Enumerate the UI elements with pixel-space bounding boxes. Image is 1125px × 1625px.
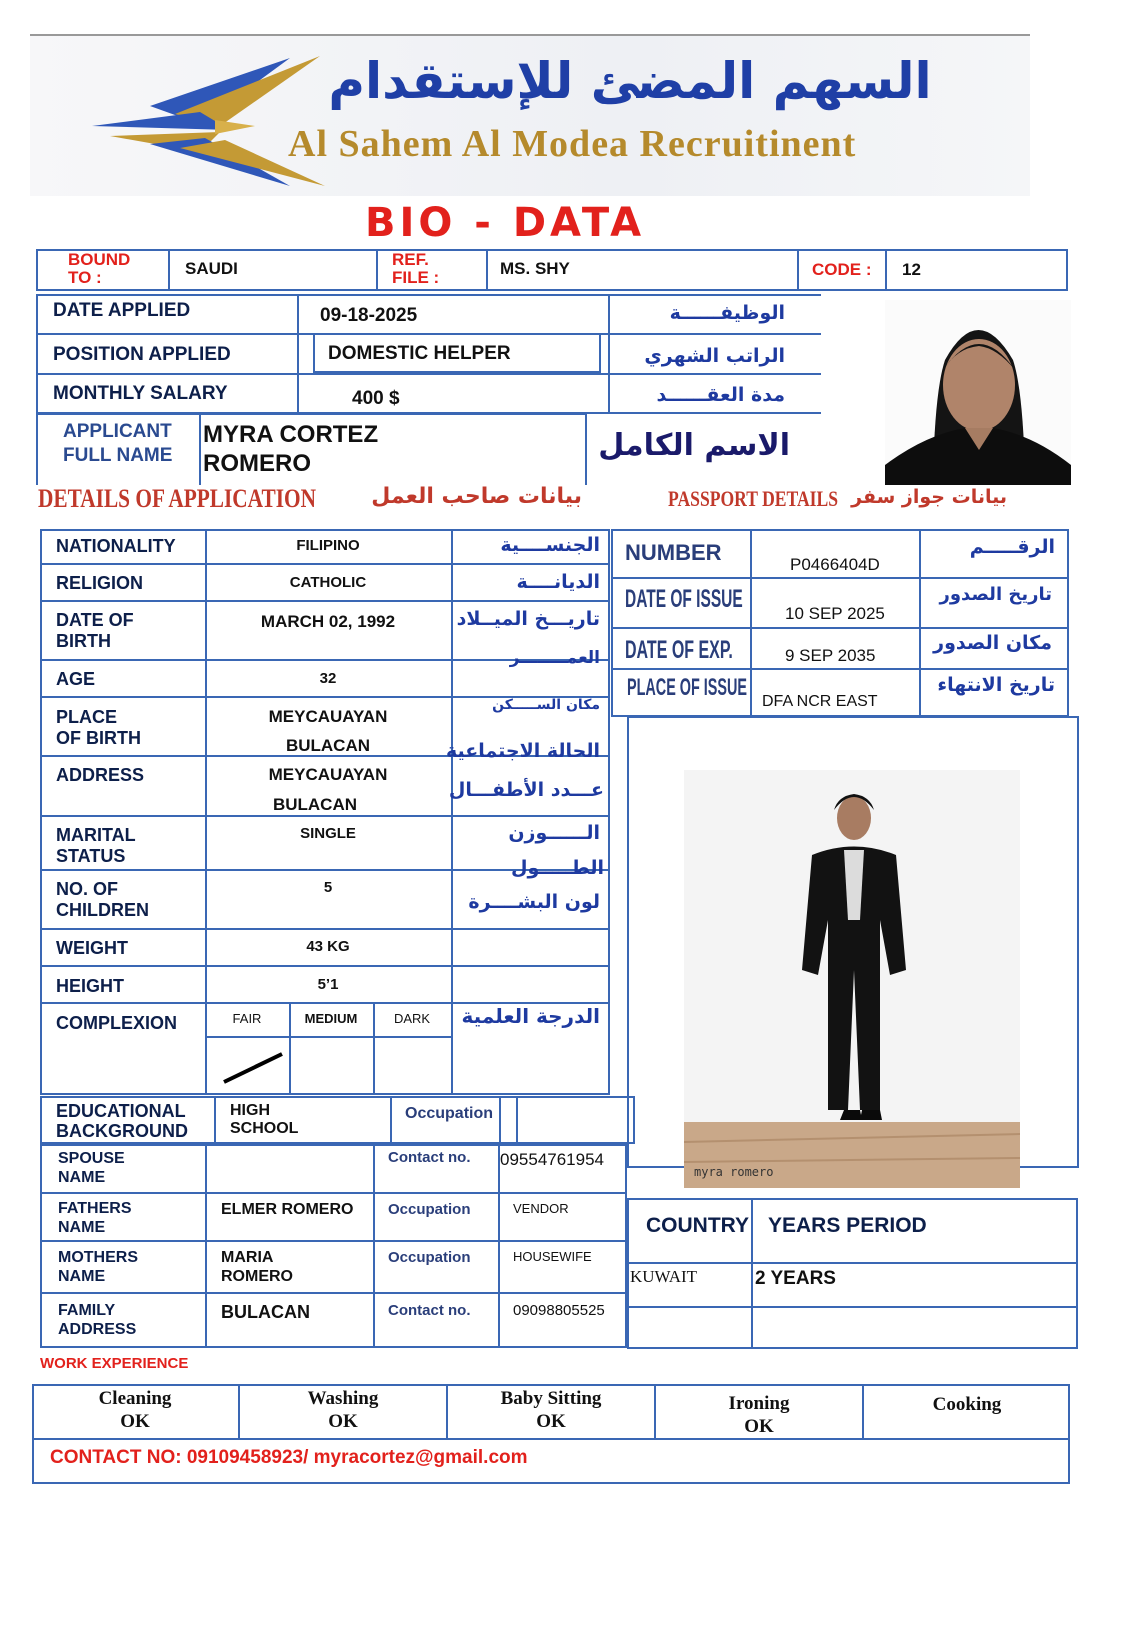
spouse-label-2: NAME [58, 1169, 106, 1186]
passport-issue-date-value: 10 SEP 2025 [785, 604, 885, 623]
complexion-check-mark-icon [218, 1048, 288, 1088]
full-name-arabic-label: الاسم الكامل [598, 428, 790, 463]
pob-label-1: PLACE [56, 707, 118, 727]
passport-number-arabic: الرقـــــم [969, 536, 1055, 558]
code-value: 12 [902, 260, 921, 279]
company-english-name: Al Sahem Al Modea Recruitinent [288, 123, 857, 165]
passport-expiry-arabic: تاريخ الانتهاء [937, 674, 1055, 696]
details-section-title: DETAILS OF APPLICATION [38, 484, 316, 513]
ref-file-value: MS. SHY [500, 259, 570, 278]
applicant-label: APPLICANT [63, 421, 172, 442]
skill-cleaning-status: OK [120, 1411, 150, 1432]
date-applied-label: DATE APPLIED [53, 300, 191, 321]
education-value-1: HIGH [230, 1102, 270, 1119]
skill-ironing-status: OK [744, 1416, 774, 1437]
company-arabic-name: السهم المضئ للإستقدام [328, 52, 932, 110]
mother-label-1: MOTHERS [58, 1249, 138, 1266]
religion-arabic: الديانــــة [516, 571, 600, 593]
skill-washing-name: Washing [307, 1388, 379, 1409]
complexion-option-dark: DARK [393, 1011, 431, 1026]
passport-issue-date-label: DATE OF ISSUE [625, 585, 743, 613]
marital-label-2: STATUS [56, 846, 126, 866]
passport-issue-date-arabic: تاريخ الصدور [939, 584, 1052, 605]
father-label-2: NAME [58, 1219, 106, 1236]
full-name-label: FULL NAME [63, 445, 173, 466]
address-value-1: MEYCAUAYAN [268, 765, 388, 784]
father-occupation-value: VENDOR [513, 1201, 569, 1216]
passport-number-value: P0466404D [790, 555, 880, 574]
mother-name-value-1: MARIA [221, 1249, 274, 1266]
skill-cooking-name: Cooking [932, 1394, 1002, 1415]
family-address-label-2: ADDRESS [58, 1321, 137, 1338]
employer-arabic-title: بيانات صاحب العمل [371, 484, 582, 509]
height-label: HEIGHT [56, 976, 125, 996]
complexion-option-medium: MEDIUM [304, 1011, 358, 1026]
nationality-label: NATIONALITY [56, 536, 176, 556]
education-label-2: BACKGROUND [56, 1121, 188, 1141]
passport-number-label: NUMBER [625, 540, 722, 565]
age-label: AGE [56, 669, 96, 689]
passport-section-title: PASSPORT DETAILS [668, 486, 839, 511]
father-label-1: FATHERS [58, 1200, 132, 1217]
nationality-arabic: الجنســــية [500, 534, 600, 556]
applicant-name-line-2: ROMERO [203, 450, 311, 477]
dob-value: MARCH 02, 1992 [260, 612, 396, 631]
ref-file-label: REF. FILE : [392, 250, 440, 287]
letterhead [30, 34, 1030, 196]
skill-cleaning-name: Cleaning [98, 1388, 172, 1409]
experience-country-value: KUWAIT [630, 1267, 698, 1286]
salary-arabic-label: الراتب الشهري [644, 345, 785, 367]
pob-label-2: OF BIRTH [56, 728, 141, 748]
education-value-2: SCHOOL [230, 1120, 299, 1137]
nationality-value: FILIPINO [296, 537, 360, 554]
skill-washing-status: OK [328, 1411, 358, 1432]
family-contact-label: Contact no. [388, 1302, 471, 1319]
country-header: COUNTRY [646, 1214, 750, 1237]
children-label-2: CHILDREN [56, 900, 149, 920]
passport-place-arabic: مكان الصدور [933, 632, 1052, 654]
skill-babysitting-status: OK [536, 1411, 566, 1432]
religion-label: RELIGION [56, 573, 144, 593]
skill-ironing-name: Ironing [728, 1393, 790, 1414]
age-arabic: العمــــــــر [509, 648, 600, 668]
weight-label: WEIGHT [56, 938, 128, 958]
experience-years-value: 2 YEARS [755, 1268, 836, 1289]
dob-arabic: تاريـــخ الميــلاد [456, 608, 600, 630]
passport-issue-place-label: PLACE OF ISSUE [627, 674, 748, 701]
passport-expiry-date-value: 9 SEP 2035 [785, 646, 876, 665]
bound-to-label: BOUND TO : [68, 250, 131, 287]
marital-label-1: MARITAL [56, 825, 136, 845]
mother-occupation-value: HOUSEWIFE [513, 1249, 592, 1264]
family-address-value: BULACAN [221, 1302, 310, 1322]
spouse-contact-value: 09554761954 [500, 1150, 605, 1169]
children-label-1: NO. OF [56, 879, 118, 899]
work-experience-title: WORK EXPERIENCE [40, 1355, 189, 1372]
mother-occupation-label: Occupation [388, 1249, 471, 1266]
height-value: 5’1 [317, 976, 339, 993]
mother-name-value-2: ROMERO [221, 1268, 293, 1285]
education-occupation-label: Occupation [405, 1105, 494, 1122]
family-contact-value: 09098805525 [513, 1302, 605, 1319]
address-value-2: BULACAN [272, 795, 358, 814]
pob-value-2: BULACAN [285, 736, 371, 755]
residence-arabic: مكان الســـــكن [492, 697, 600, 713]
complexion-label: COMPLEXION [56, 1013, 178, 1033]
years-period-header: YEARS PERIOD [768, 1214, 927, 1237]
children-value: 5 [323, 879, 333, 896]
monthly-salary-label: MONTHLY SALARY [53, 383, 228, 404]
weight-arabic: الــــــوزن [508, 822, 600, 844]
religion-value: CATHOLIC [289, 574, 367, 591]
applicant-full-body-photo [684, 770, 1020, 1188]
applicant-name-line-1: MYRA CORTEZ [203, 421, 379, 448]
skill-babysitting-name: Baby Sitting [500, 1388, 602, 1409]
mother-label-2: NAME [58, 1268, 106, 1285]
marital-value: SINGLE [300, 825, 356, 842]
height-arabic: الطـــــول [510, 857, 604, 879]
education-level-arabic: الدرجة العلمية [461, 1004, 600, 1028]
age-value: 32 [319, 670, 337, 687]
date-applied-value: 09-18-2025 [320, 305, 418, 326]
position-applied-label: POSITION APPLIED [53, 344, 231, 365]
passport-issue-place-value: DFA NCR EAST [762, 693, 878, 710]
skin-color-arabic: لون البشــــرة [468, 891, 600, 913]
contact-line: CONTACT NO: 09109458923/ myracortez@gmail.com [50, 1447, 528, 1468]
marital-status-arabic: الحالة الاجتماعية [446, 740, 600, 762]
photo-caption: myra romero [694, 1165, 774, 1179]
code-label: CODE : [812, 260, 872, 279]
children-count-arabic: عـــدد الأطفـــال [448, 779, 604, 801]
job-arabic-label: الوظيفــــــة [669, 302, 785, 324]
weight-value: 43 KG [306, 938, 350, 955]
family-address-label-1: FAMILY [58, 1302, 116, 1319]
bound-to-value: SAUDI [185, 259, 238, 278]
dob-label-2: BIRTH [56, 631, 111, 651]
complexion-option-fair: FAIR [232, 1011, 262, 1026]
address-label: ADDRESS [56, 765, 145, 785]
father-name-value: ELMER ROMERO [221, 1201, 354, 1218]
dob-label-1: DATE OF [56, 610, 134, 630]
pob-value-1: MEYCAUAYAN [268, 707, 388, 726]
page-title: BIO - DATA [365, 200, 646, 246]
passport-expiry-date-label: DATE OF EXP. [625, 636, 733, 664]
contract-arabic-label: مدة العقــــــد [656, 384, 785, 406]
applicant-portrait-photo [885, 300, 1071, 485]
passport-arabic-title: بيانات جواز سفر [851, 486, 1007, 508]
monthly-salary-value: 400 $ [352, 388, 400, 409]
position-applied-value: DOMESTIC HELPER [328, 343, 511, 364]
father-occupation-label: Occupation [388, 1201, 471, 1218]
spouse-contact-label: Contact no. [388, 1149, 471, 1166]
education-label-1: EDUCATIONAL [56, 1101, 186, 1121]
spouse-label-1: SPOUSE [58, 1150, 125, 1167]
